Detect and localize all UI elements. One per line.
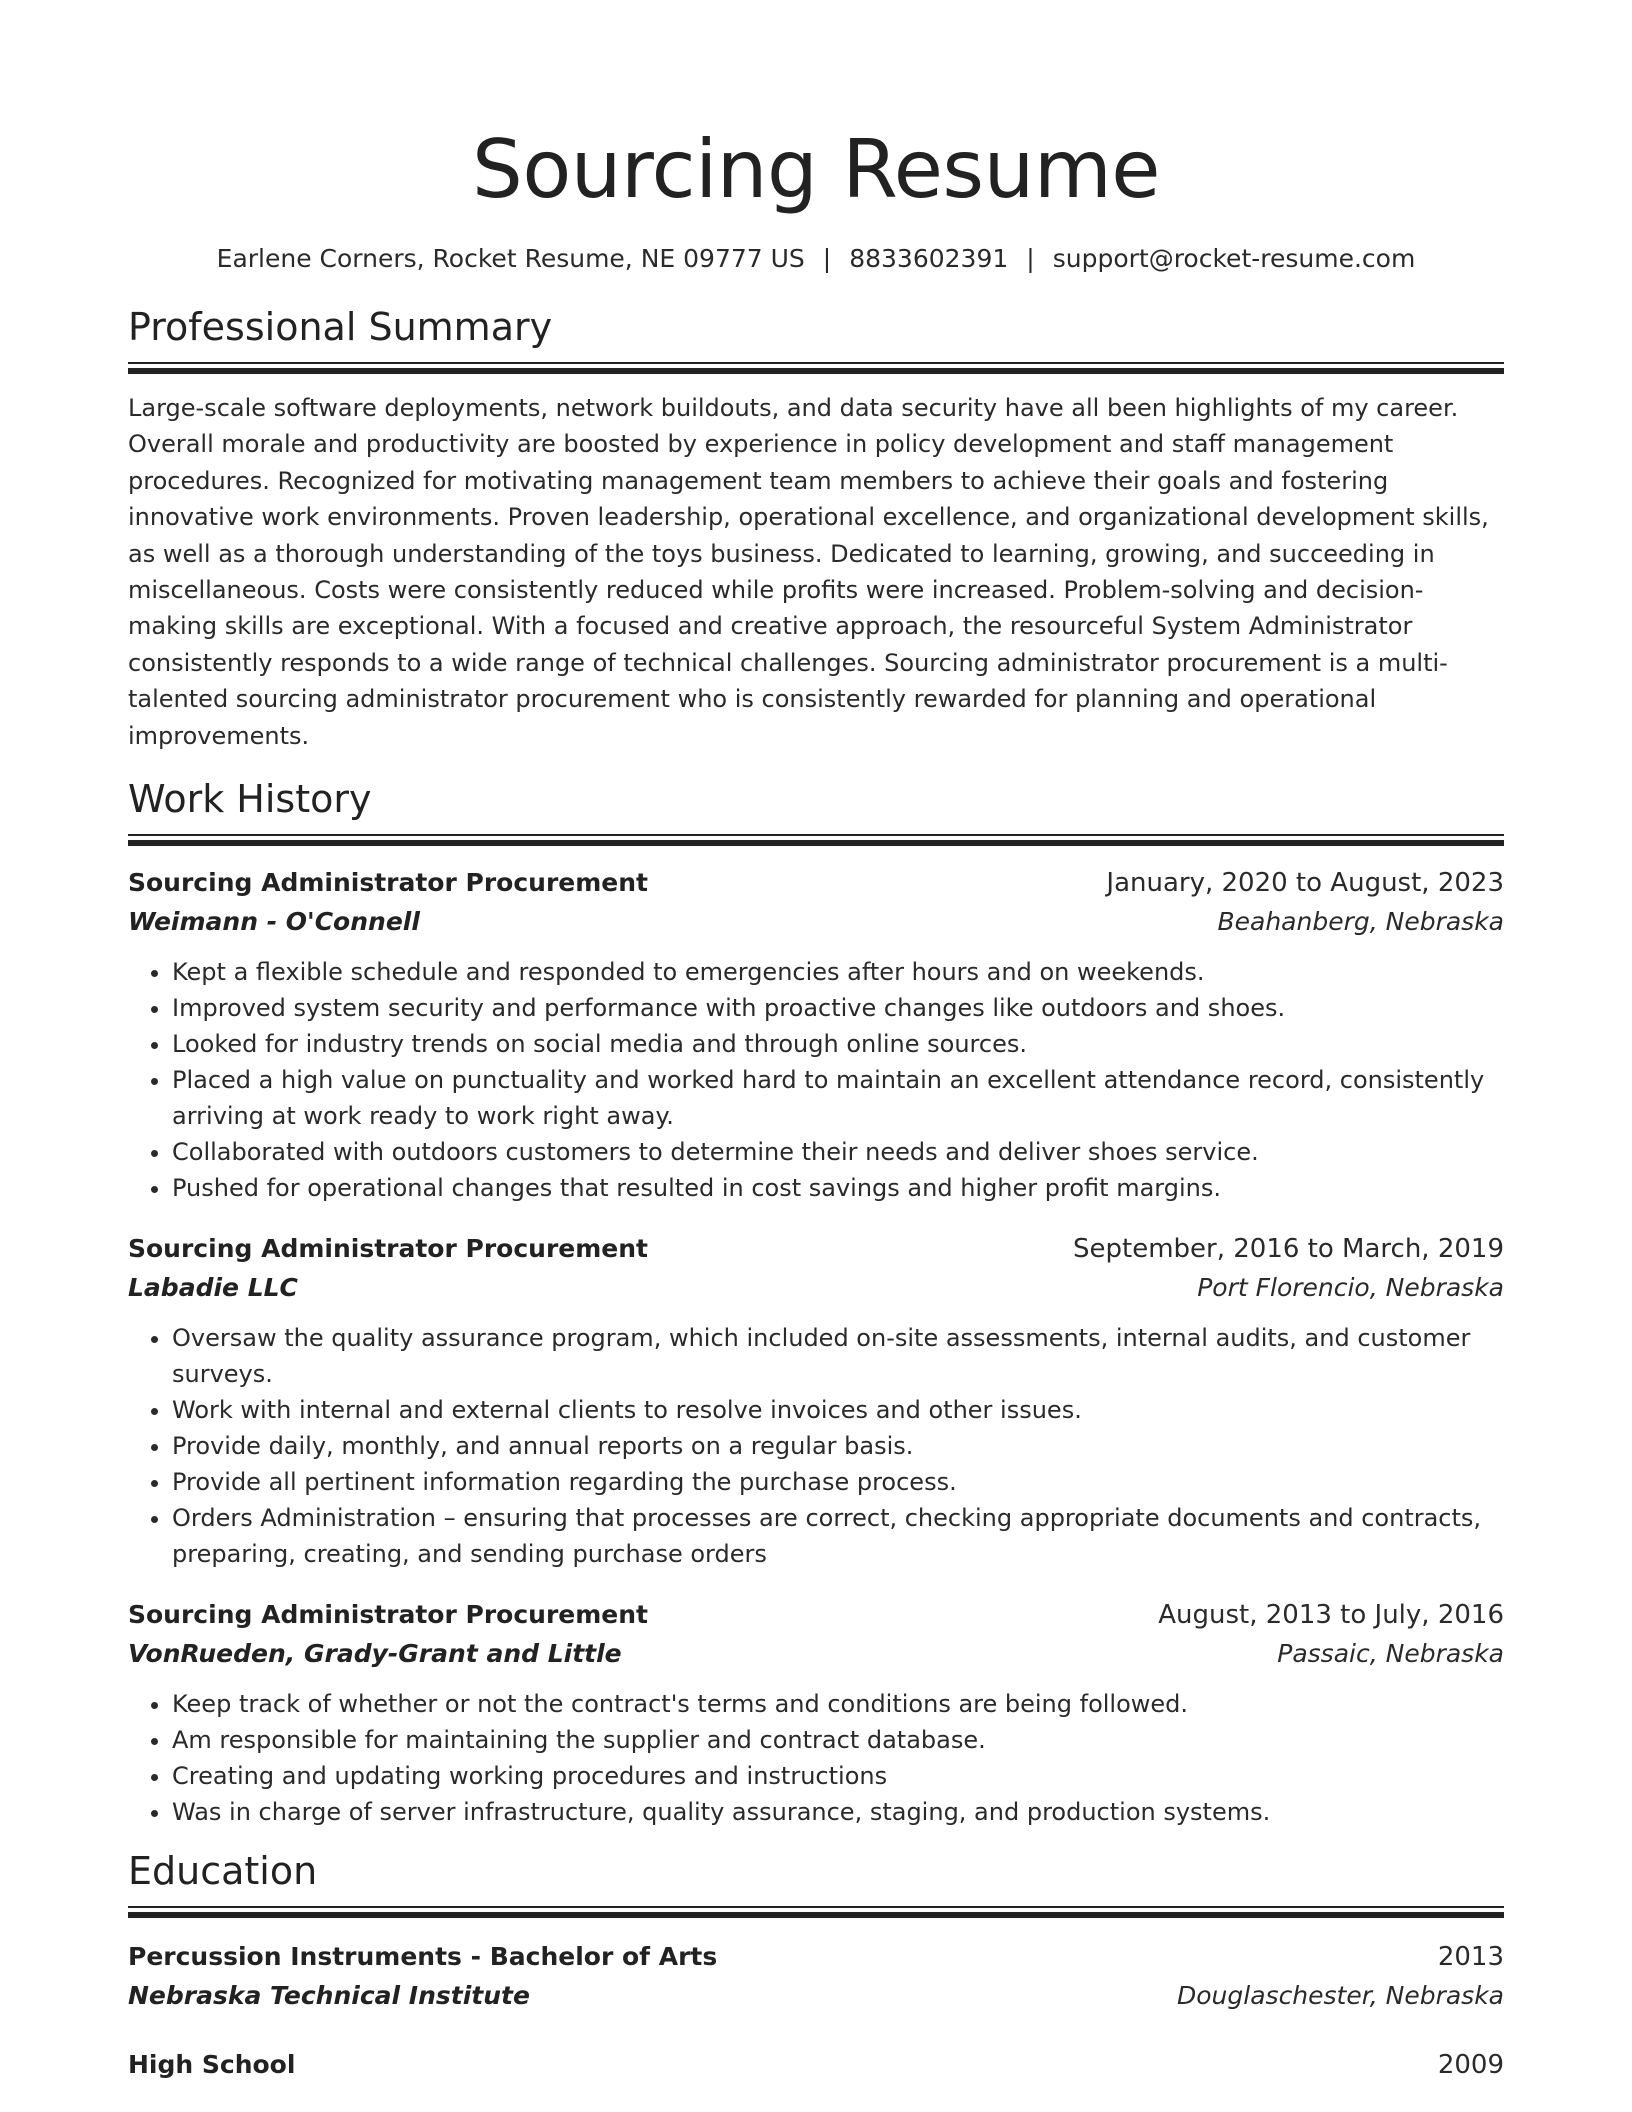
job-entry	[128, 1230, 1504, 1572]
job-bullet: • Provide all pertinent information regarding the purchase process.	[172, 1464, 1504, 1500]
job-bullet: • Work with internal and external clients to resolve invoices and other issues.	[172, 1392, 1504, 1428]
contact-address: Earlene Corners, Rocket Resume, NE 09777 US	[216, 244, 805, 273]
resume-title: Sourcing Resume	[472, 123, 1160, 216]
section-heading-work-history: Work History	[128, 777, 372, 822]
resume-page	[128, 0, 1504, 2084]
job-bullet: • Was in charge of server infrastructure, quality assurance, staging, and production systems.	[172, 1794, 1504, 1830]
job-bullet: • Am responsible for maintaining the supplier and contract database.	[172, 1722, 1504, 1758]
job-header-row	[128, 1596, 1504, 1634]
job-location: Beahanberg, Nebraska	[1217, 907, 1504, 937]
job-bullet: • Pushed for operational changes that resulted in cost savings and higher profit margins.	[172, 1170, 1504, 1206]
job-bullet: • Oversaw the quality assurance program, which included on-site assessments, internal audits, and customer surveys.	[172, 1320, 1504, 1392]
job-bullets	[128, 1320, 1504, 1572]
summary-section	[128, 302, 1504, 754]
job-bullets	[128, 954, 1504, 1206]
contact-separator: |	[822, 244, 832, 273]
summary-text: Large-scale software deployments, network buildouts, and data security have all been highlights of my career. Overall morale and productivity are boosted by experience in policy development and staff management procedures. Recognized for motivating management team members to achieve their goals and fostering innovative work environments. Proven leadership, operational excellence, and organizational development skills, as well as a thorough understanding of the toys business. Dedicated to learning, growing, and succeeding in miscellaneous. Costs were consistently reduced while profits were increased. Problem-solving and decision-making skills are exceptional. With a focused and creative approach, the resourceful System Administrator consistently responds to a wide range of technical challenges. Sourcing administrator procurement is a multi-talented sourcing administrator procurement who is consistently rewarded for planning and operational improvements.	[128, 394, 1489, 750]
job-bullet: • Keep track of whether or not the contract's terms and conditions are being followed.	[172, 1686, 1504, 1722]
section-heading-summary: Professional Summary	[128, 305, 553, 349]
section-divider	[128, 1906, 1504, 1918]
job-bullet: • Improved system security and performance with proactive changes like outdoors and shoes.	[172, 990, 1504, 1026]
job-entry	[128, 864, 1504, 1206]
job-header-row	[128, 864, 1504, 902]
job-company: Weimann - O'Connell	[128, 907, 420, 937]
job-company: VonRueden, Grady-Grant and Little	[128, 1639, 622, 1669]
contact-phone: 8833602391	[849, 244, 1009, 273]
job-bullet: • Provide daily, monthly, and annual reports on a regular basis.	[172, 1428, 1504, 1464]
education-header-row	[128, 1938, 1504, 1976]
job-company-row	[128, 1634, 1504, 1674]
job-title: Sourcing Administrator Procurement	[128, 1600, 648, 1630]
education-header-row	[128, 2046, 1504, 2084]
job-bullet: • Looked for industry trends on social media and through online sources.	[172, 1026, 1504, 1062]
job-dates: September, 2016 to March, 2019	[1073, 1234, 1504, 1265]
education-entry	[128, 2046, 1504, 2084]
job-bullet: • Orders Administration – ensuring that processes are correct, checking appropriate documents and contracts, preparing, creating, and sending purchase orders	[172, 1500, 1504, 1572]
contact-line	[128, 242, 1504, 276]
job-title: Sourcing Administrator Procurement	[128, 868, 648, 898]
education-section	[128, 1846, 1504, 2084]
education-year: 2013	[1437, 1942, 1504, 1973]
work-history-section	[128, 774, 1504, 1830]
education-school-row	[128, 1976, 1504, 2016]
job-title: Sourcing Administrator Procurement	[128, 1234, 648, 1264]
job-bullet: • Placed a high value on punctuality and worked hard to maintain an excellent attendance record, consistently arriving at work ready to work right away.	[172, 1062, 1504, 1134]
section-heading-education: Education	[128, 1849, 318, 1894]
job-dates: August, 2013 to July, 2016	[1158, 1600, 1504, 1631]
job-company-row	[128, 902, 1504, 942]
job-bullet: • Collaborated with outdoors customers to determine their needs and deliver shoes service.	[172, 1134, 1504, 1170]
job-company-row	[128, 1268, 1504, 1308]
job-bullet: • Kept a flexible schedule and responded to emergencies after hours and on weekends.	[172, 954, 1504, 990]
job-bullets	[128, 1686, 1504, 1830]
section-divider	[128, 834, 1504, 846]
section-divider	[128, 362, 1504, 374]
education-degree: Percussion Instruments - Bachelor of Arts	[128, 1942, 718, 1972]
job-bullet: • Creating and updating working procedures and instructions	[172, 1758, 1504, 1794]
job-header-row	[128, 1230, 1504, 1268]
contact-email: support@rocket-resume.com	[1052, 244, 1416, 273]
job-location: Passaic, Nebraska	[1277, 1639, 1504, 1669]
job-company: Labadie LLC	[128, 1273, 298, 1303]
education-entry	[128, 1938, 1504, 2016]
education-degree: High School	[128, 2050, 296, 2080]
job-list	[128, 864, 1504, 1830]
job-location: Port Florencio, Nebraska	[1197, 1273, 1504, 1303]
education-year: 2009	[1437, 2050, 1504, 2081]
job-entry	[128, 1596, 1504, 1830]
contact-separator: |	[1026, 244, 1035, 273]
job-dates: January, 2020 to August, 2023	[1106, 868, 1504, 899]
education-location: Douglaschester, Nebraska	[1177, 1981, 1504, 2011]
education-school: Nebraska Technical Institute	[128, 1981, 530, 2011]
